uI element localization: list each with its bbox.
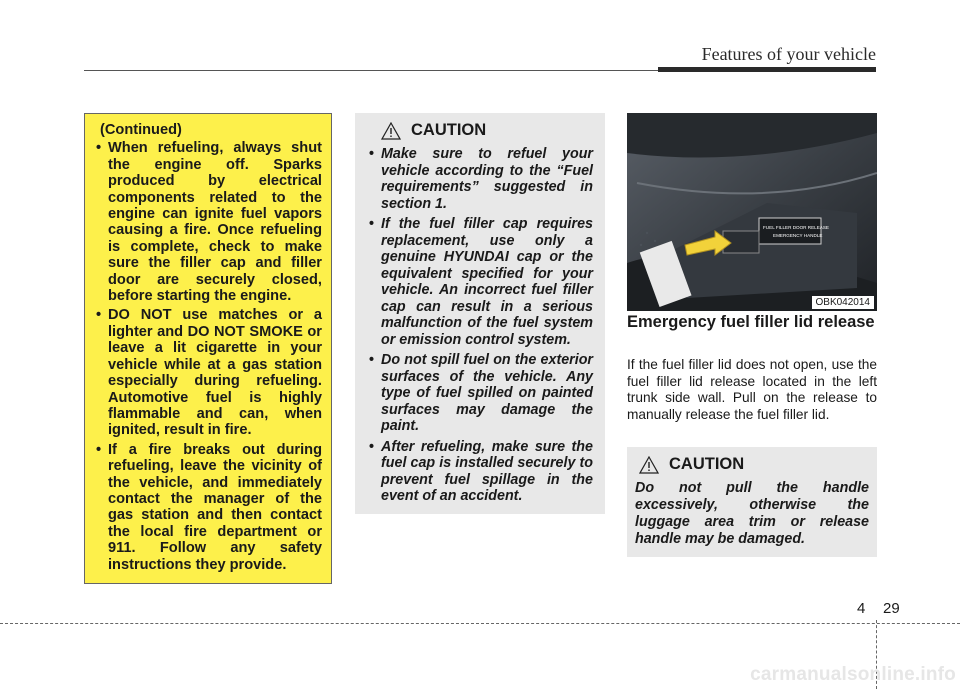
warning-list (94, 140, 322, 573)
warning-triangle-icon (381, 122, 401, 140)
warning-item: • When refueling, always shut the engine off. Sparks produced by electrical components related to the engine can ignite fuel vapors causing a fire. Once refueling is complete, check to make sure the filler cap and filler door are securely closed, before starting the engine. (94, 140, 322, 304)
caution-item: • If the fuel filler cap requires replacement, use only a genuine HYUNDAI cap or the equivalent specified for your vehicle. An incorrect fuel filler cap can result in a serious malfunction of the fuel system or emission control system. (367, 216, 593, 348)
figure-code: OBK042014 (812, 296, 875, 309)
chapter-number: 4 (857, 600, 866, 617)
fuel-release-photo (627, 113, 877, 311)
section-heading: Emergency fuel filler lid release (627, 313, 875, 331)
page-header-title: Features of your vehicle (701, 44, 876, 64)
warning-continued-label: (Continued) (100, 122, 182, 138)
caution-title: CAUTION (669, 455, 745, 473)
caution-item: • After refueling, make sure the fuel cap is installed securely to prevent fuel spillage in the event of an accident. (367, 439, 593, 505)
photo-label-line1: FUEL FILLER DOOR RELEASE (763, 225, 829, 230)
caution-header (381, 121, 593, 140)
warning-box (84, 113, 332, 584)
trunk-wall-illustration (627, 113, 877, 311)
footer-divider (0, 623, 960, 624)
header-rule-accent (658, 67, 876, 72)
page-number: 29 (883, 600, 900, 617)
watermark: carmanualsonline.info (750, 664, 956, 685)
caution-box-main (355, 113, 605, 514)
caution-item: • Do not spill fuel on the exterior surfaces of the vehicle. Any type of fuel spilled on painted surfaces may damage the paint. (367, 352, 593, 435)
caution-item: • Make sure to refuel your vehicle according to the “Fuel requirements” suggested in section 1. (367, 146, 593, 212)
warning-triangle-icon (639, 456, 659, 474)
section-body-text: If the fuel filler lid does not open, use the fuel filler lid release located in the left trunk side wall. Pull on the release to manually release the fuel filler lid. (627, 357, 877, 422)
photo-label-line2: EMERGENCY HANDLE (773, 233, 823, 238)
caution-box-small (627, 447, 877, 557)
warning-item: • If a fire breaks out during refueling, leave the vicinity of the vehicle, and immediately contact the manager of the gas station and then contact the local fire department or 911. Follow any safety instructions they provide. (94, 442, 322, 573)
caution-list (367, 146, 593, 505)
caution-title: CAUTION (411, 121, 487, 139)
caution-header (639, 455, 869, 474)
caution-text: Do not pull the handle excessively, otherwise the luggage area trim or release handle may be damaged. (635, 480, 869, 547)
warning-item: • DO NOT use matches or a lighter and DO NOT SMOKE or leave a lit cigarette in your vehicle while at a gas station especially during refueling. Automotive fuel is highly flammable and can, when ignited, result in fire. (94, 307, 322, 438)
